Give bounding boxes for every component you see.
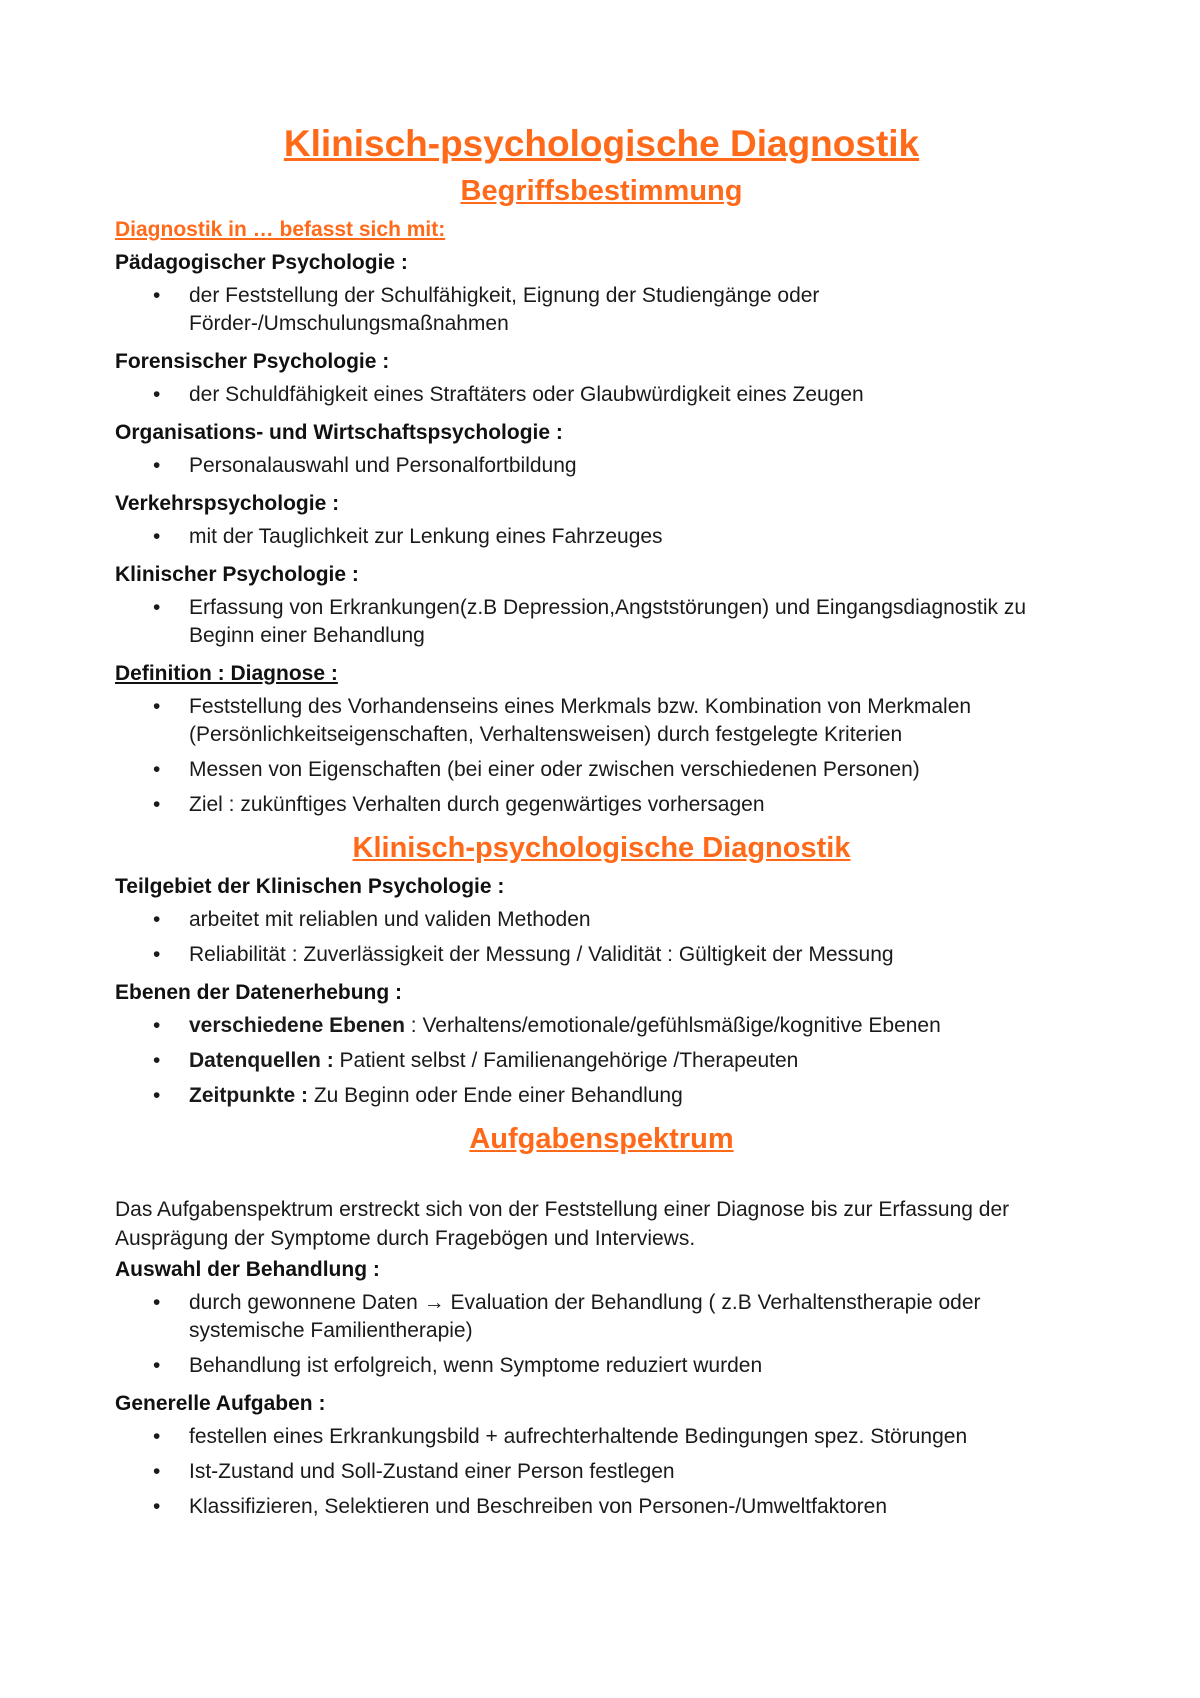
list-item: • der Feststellung der Schulfähigkeit, Eignung der Studiengänge oder Förder-/Umschulungsmaßnahmen (115, 282, 1088, 338)
ebenen-heading: Ebenen der Datenerhebung : (115, 981, 403, 1004)
list-item (115, 1082, 1088, 1110)
list-item: • Reliabilität : Zuverlässigkeit der Messung / Validität : Gültigkeit der Messung (115, 941, 1088, 969)
bullet-list (115, 452, 1088, 480)
list-item: • Ziel : zukünftiges Verhalten durch gegenwärtiges vorhersagen (115, 791, 1088, 819)
list-item: • Erfassung von Erkrankungen(z.B Depression,Angststörungen) und Eingangsdiagnostik zu Beginn einer Behandlung (115, 594, 1088, 650)
field-heading: Pädagogischer Psychologie : (115, 251, 408, 274)
bullet-list (115, 594, 1088, 650)
section-heading: Aufgabenspektrum (469, 1123, 734, 1155)
bullet-list (115, 693, 1088, 819)
list-item: • mit der Tauglichkeit zur Lenkung eines Fahrzeuges (115, 523, 1088, 551)
section-heading: Klinisch-psychologische Diagnostik (352, 832, 851, 864)
subtitle: Begriffsbestimmung (460, 175, 743, 207)
bullet-list (115, 381, 1088, 409)
list-item (115, 1047, 1088, 1075)
bullet-list (115, 906, 1088, 969)
list-item: • Messen von Eigenschaften (bei einer oder zwischen verschiedenen Personen) (115, 756, 1088, 784)
list-item: • Personalauswahl und Personalfortbildung (115, 452, 1088, 480)
intro-line: Diagnostik in … befasst sich mit: (115, 218, 446, 241)
list-item: • der Schuldfähigkeit eines Straftäters oder Glaubwürdigkeit eines Zeugen (115, 381, 1088, 409)
item-text: Zu Beginn oder Ende einer Behandlung (313, 1084, 683, 1107)
list-item (115, 1012, 1088, 1040)
list-item: • festellen eines Erkrankungsbild + aufrechterhaltende Bedingungen spez. Störungen (115, 1423, 1088, 1451)
definition-heading: Definition : Diagnose : (115, 662, 338, 685)
field-heading: Klinischer Psychologie : (115, 563, 359, 586)
list-item: • Ist-Zustand und Soll-Zustand einer Person festlegen (115, 1458, 1088, 1486)
page-title: Klinisch-psychologische Diagnostik (283, 123, 920, 164)
bullet-list (115, 282, 1088, 338)
paragraph: Das Aufgabenspektrum erstreckt sich von der Feststellung einer Diagnose bis zur Erfassung der Ausprägung der Symptome durch Fragebögen und Interviews. (115, 1198, 1010, 1250)
list-item: • Behandlung ist erfolgreich, wenn Symptome reduziert wurden (115, 1352, 1088, 1380)
bullet-list (115, 1012, 1088, 1110)
teilgebiet-heading: Teilgebiet der Klinischen Psychologie : (115, 875, 505, 898)
item-label: Zeitpunkte : (189, 1084, 308, 1107)
field-heading: Verkehrspsychologie : (115, 492, 340, 515)
generelle-heading: Generelle Aufgaben : (115, 1392, 326, 1415)
bullet-list (115, 1289, 1088, 1380)
list-item: • Klassifizieren, Selektieren und Beschreiben von Personen-/Umweltfaktoren (115, 1493, 1088, 1521)
item-text: Patient selbst / Familienangehörige /Therapeuten (339, 1049, 799, 1072)
field-heading: Forensischer Psychologie : (115, 350, 390, 373)
bullet-list (115, 523, 1088, 551)
item-text: Verhaltens/emotionale/gefühlsmäßige/kognitive Ebenen (422, 1014, 941, 1037)
bullet-list (115, 1423, 1088, 1521)
field-heading: Organisations- und Wirtschaftspsychologie : (115, 421, 563, 444)
item-label: verschiedene Ebenen (189, 1014, 405, 1037)
list-item: • Feststellung des Vorhandenseins eines Merkmals bzw. Kombination von Merkmalen (Persönlichkeitseigenschaften, Verhaltensweisen) durch festgelegte Kriterien (115, 693, 1088, 749)
spacer (115, 1161, 1088, 1195)
item-label: Datenquellen : (189, 1049, 334, 1072)
item-separator: : (404, 1014, 423, 1037)
auswahl-heading: Auswahl der Behandlung : (115, 1258, 380, 1281)
list-item: • arbeitet mit reliablen und validen Methoden (115, 906, 1088, 934)
list-item: • durch gewonnene Daten → Evaluation der Behandlung ( z.B Verhaltenstherapie oder systemische Familientherapie) (115, 1289, 1088, 1345)
